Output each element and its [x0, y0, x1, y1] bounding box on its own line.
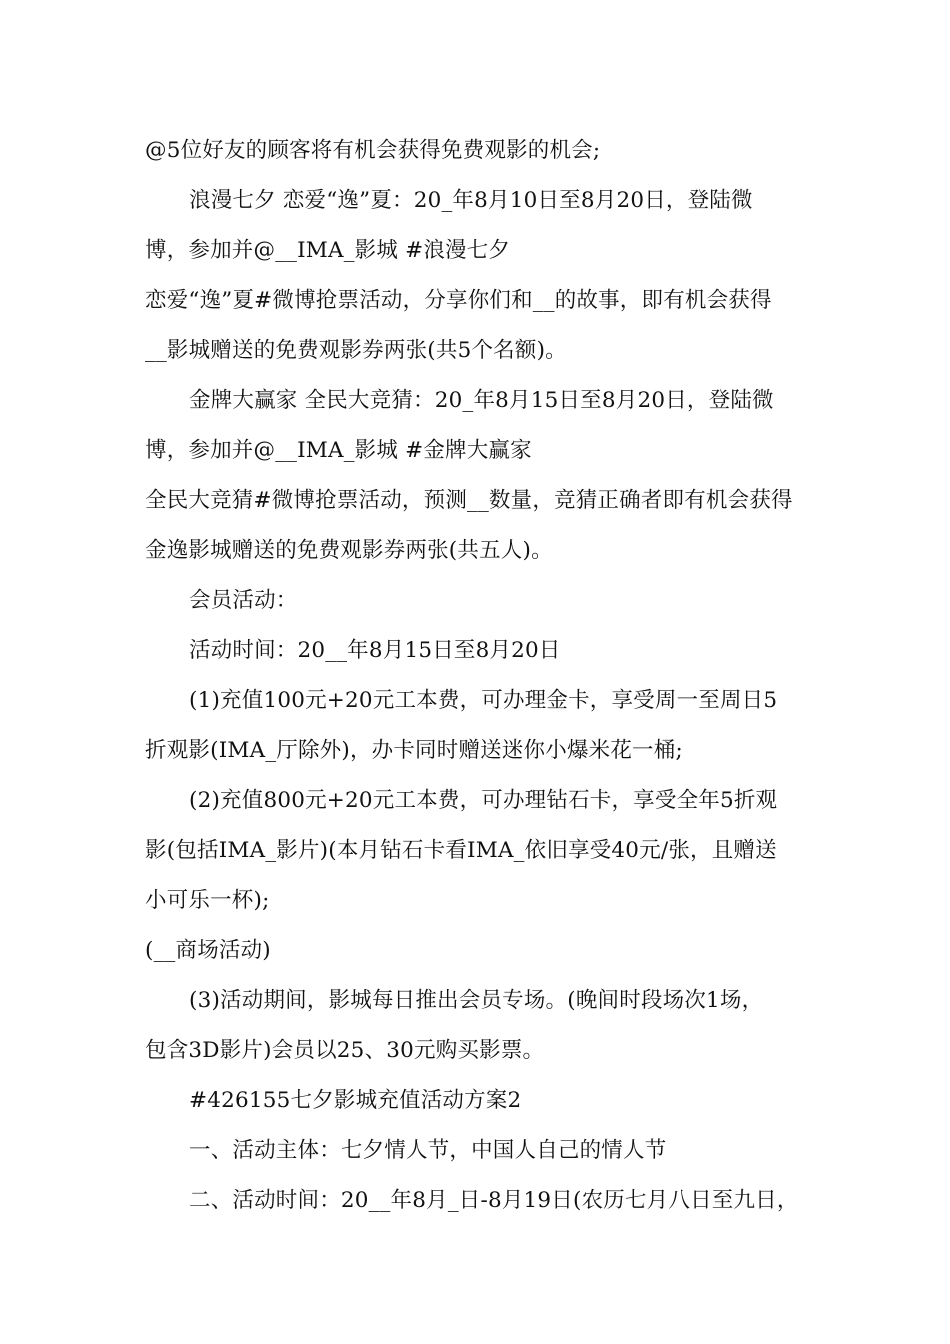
text-line: 折观影(IMA_厅除外)，办卡同时赠送迷你小爆米花一桶;: [145, 738, 683, 763]
list-item: (3)活动期间，影城每日推出会员专场。(晚间时段场次1场，: [189, 988, 764, 1013]
text-line: 金牌大赢家 全民大竞猜：20_年8月15日至8月20日，登陆微: [189, 388, 774, 413]
list-item: (1)充值100元+20元工本费，可办理金卡，享受周一至周日5: [189, 688, 778, 713]
text-line: 影(包括IMA_影片)(本月钻石卡看IMA_依旧享受40元/张，且赠送: [145, 838, 777, 863]
text-line: 全民大竞猜#微博抢票活动，预测__数量，竞猜正确者即有机会获得: [145, 488, 793, 513]
text-line: 一、活动主体：七夕情人节，中国人自己的情人节: [189, 1138, 667, 1163]
text-line: 恋爱“逸”夏#微博抢票活动，分享你们和__的故事，即有机会获得: [145, 288, 772, 313]
text-line: 包含3D影片)会员以25、30元购买影票。: [145, 1038, 545, 1063]
section-heading: 会员活动：: [189, 588, 298, 613]
text-line: 活动时间：20__年8月15日至8月20日: [189, 638, 561, 663]
text-line: __影城赠送的免费观影券两张(共5个名额)。: [145, 338, 567, 363]
text-line: 浪漫七夕 恋爱“逸”夏：20_年8月10日至8月20日，登陆微: [189, 188, 753, 213]
text-line: 博，参加并@__IMA_影城 #金牌大赢家: [145, 438, 532, 463]
text-line: 小可乐一杯);: [145, 888, 270, 913]
text-line: 金逸影城赠送的免费观影券两张(共五人)。: [145, 538, 553, 563]
text-line: 博，参加并@__IMA_影城 #浪漫七夕: [145, 238, 511, 263]
section-title: #426155七夕影城充值活动方案2: [189, 1088, 522, 1113]
text-line: @5位好友的顾客将有机会获得免费观影的机会;: [145, 138, 601, 163]
text-line: (__商场活动): [145, 938, 271, 963]
list-item: (2)充值800元+20元工本费，可办理钻石卡，享受全年5折观: [189, 788, 778, 813]
text-line: 二、活动时间：20__年8月_日-8月19日(农历七月八日至九日，: [189, 1188, 799, 1213]
